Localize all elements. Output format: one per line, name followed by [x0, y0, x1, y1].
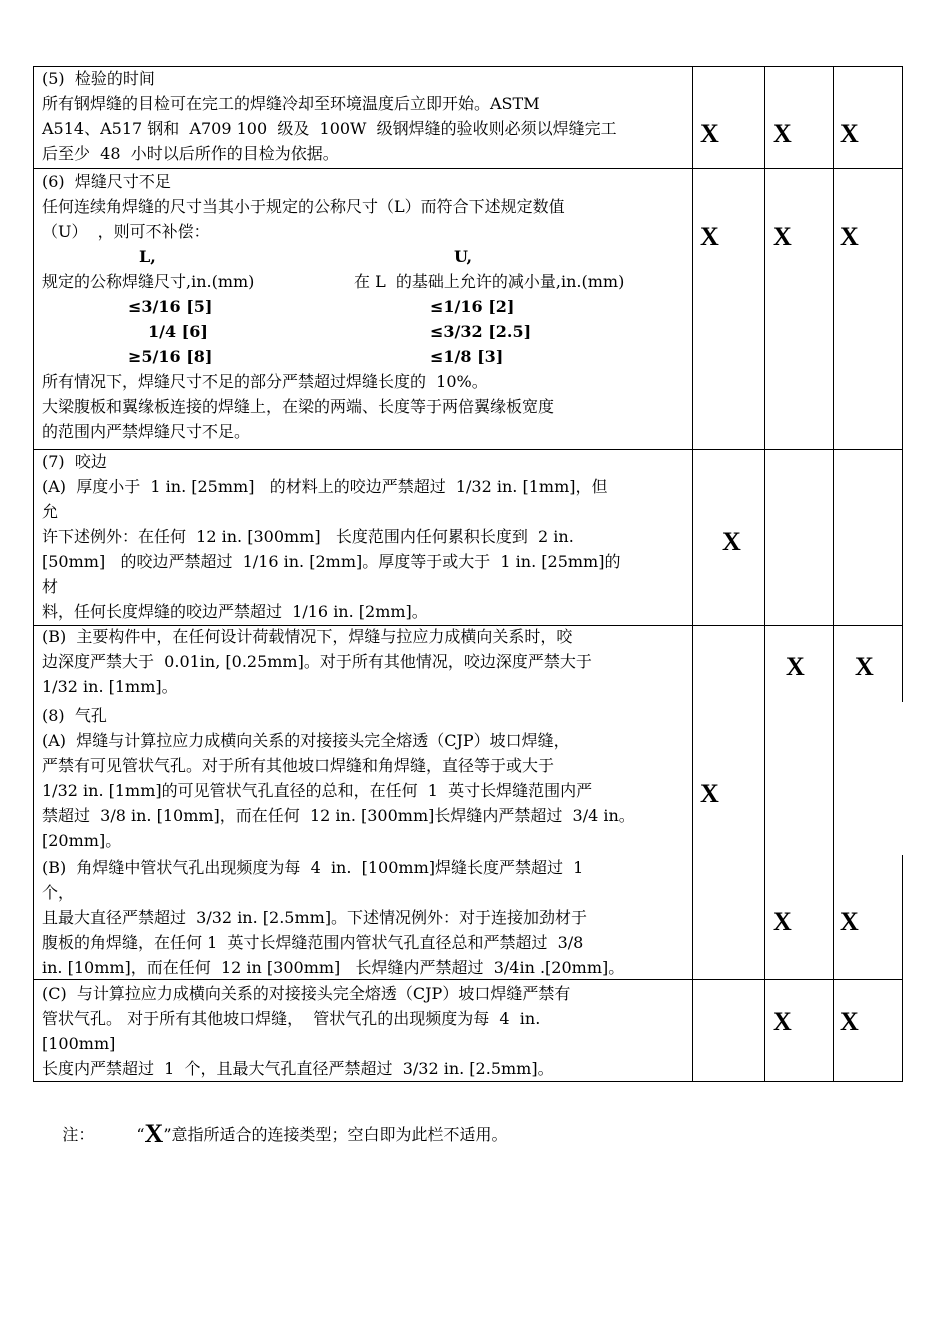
section-heading: (8) 气孔 [42, 706, 107, 725]
applicability-mark: X [773, 907, 792, 936]
paragraph-line: 1/32 in. [1mm]。 [42, 677, 178, 696]
paragraph-line: 且最大直径严禁超过 3/32 in. [2.5mm]。下述情况例外：对于连接加劲材于 [42, 908, 588, 927]
paragraph-line: (C) 与计算拉应力成横向关系的对接接头完全熔透（CJP）坡口焊缝严禁有 [42, 984, 571, 1003]
paragraph-line: 材 [42, 577, 59, 596]
table-border-bottom [33, 1081, 903, 1082]
column-subheader: 规定的公称焊缝尺寸,in.(mm) [42, 272, 255, 291]
paragraph-line: (A) 厚度小于 1 in. [25mm] 的材料上的咬边严禁超过 1/32 in. [1mm]，但 [42, 477, 608, 496]
column-header-u: U, [454, 247, 473, 266]
table-cell: ≤1/16 [2] [430, 297, 515, 316]
footnote-symbol: X [144, 1119, 164, 1148]
applicability-mark: X [773, 222, 792, 251]
table-cell: 1/4 [6] [148, 322, 208, 341]
paragraph-line: (B) 角焊缝中管状气孔出现频度为每 4 in. [100mm]焊缝长度严禁超过 1 [42, 858, 584, 877]
paragraph-line: [100mm] [42, 1034, 116, 1053]
applicability-mark: X [786, 652, 805, 681]
footnote-prefix: 注： [62, 1125, 95, 1144]
paragraph-line: [50mm] 的咬边严禁超过 1/16 in. [2mm]。厚度等于或大于 1 in. [25mm]的 [42, 552, 621, 571]
table-cell: ≤1/8 [3] [430, 347, 504, 366]
table-border-right [902, 66, 903, 702]
paragraph-line: 1/32 in. [1mm]的可见管状气孔直径的总和，在任何 1 英寸长焊缝范围内严 [42, 781, 593, 800]
paragraph-line: A514、A517 钢和 A709 100 级及 100W 级钢焊缝的验收则必须以焊缝完工 [42, 119, 617, 138]
applicability-mark: X [840, 222, 859, 251]
table-border-right [902, 855, 903, 1082]
applicability-mark: X [840, 1007, 859, 1036]
paragraph-line: 的范围内严禁焊缝尺寸不足。 [42, 422, 251, 441]
footnote-text: 意指所适合的连接类型；空白即为此栏不适用。 [171, 1125, 508, 1144]
section-heading: (7) 咬边 [42, 452, 107, 471]
row-divider [33, 449, 903, 450]
paragraph-line: 长度内严禁超过 1 个，且最大气孔直径严禁超过 3/32 in. [2.5mm]。 [42, 1059, 554, 1078]
paragraph-line: 大梁腹板和翼缘板连接的焊缝上，在梁的两端、长度等于两倍翼缘板宽度 [42, 397, 555, 416]
paragraph-line: 所有钢焊缝的目检可在完工的焊缝冷却至环境温度后立即开始。ASTM [42, 94, 540, 113]
paragraph-line: 任何连续角焊缝的尺寸当其小于规定的公称尺寸（L）而符合下述规定数值 [42, 197, 565, 216]
paragraph-line: 管状气孔。 对于所有其他坡口焊缝， 管状气孔的出现频度为每 4 in. [42, 1009, 541, 1028]
paragraph-line: 个， [42, 883, 75, 902]
paragraph-line: (A) 焊缝与计算拉应力成横向关系的对接接头完全熔透（CJP）坡口焊缝， [42, 731, 570, 750]
footnote-close-quote: ” [163, 1125, 172, 1144]
table-cell: ≤3/16 [5] [128, 297, 213, 316]
paragraph-line: [20mm]。 [42, 831, 122, 850]
applicability-mark: X [700, 119, 719, 148]
column-header-l: L, [139, 247, 156, 266]
section-heading: (5) 检验的时间 [42, 69, 155, 88]
column-divider [764, 66, 765, 1082]
applicability-mark: X [840, 907, 859, 936]
paragraph-line: 禁超过 3/8 in. [10mm]，而在任何 12 in. [300mm]长焊缝内严禁超过 3/4 in。 [42, 806, 635, 825]
column-subheader: 在 L 的基础上允许的减小量,in.(mm) [354, 272, 625, 291]
table-cell: ≤3/32 [2.5] [430, 322, 532, 341]
paragraph-line: 料，任何长度焊缝的咬边严禁超过 1/16 in. [2mm]。 [42, 602, 428, 621]
section-heading: (6) 焊缝尺寸不足 [42, 172, 171, 191]
applicability-mark: X [773, 1007, 792, 1036]
applicability-mark: X [840, 119, 859, 148]
paragraph-line: 允 [42, 502, 59, 521]
paragraph-line: in. [10mm]，而在任何 12 in [300mm] 长焊缝内严禁超过 3/4in .[20mm]。 [42, 958, 625, 977]
paragraph-line: (B) 主要构件中，在任何设计荷载情况下，焊缝与拉应力成横向关系时，咬 [42, 627, 573, 646]
paragraph-line: 腹板的角焊缝，在任何 1 英寸长焊缝范围内管状气孔直径总和严禁超过 3/8 [42, 933, 584, 952]
column-divider [833, 66, 834, 1082]
paragraph-line: 后至少 48 小时以后所作的目检为依据。 [42, 144, 339, 163]
paragraph-line: 所有情况下，焊缝尺寸不足的部分严禁超过焊缝长度的 10%。 [42, 372, 488, 391]
table-border-left [33, 66, 34, 1082]
applicability-mark: X [700, 222, 719, 251]
column-divider [692, 66, 693, 1082]
paragraph-line: 边深度严禁大于 0.01in, [0.25mm]。对于所有其他情况，咬边深度严禁大于 [42, 652, 592, 671]
table-cell: ≥5/16 [8] [128, 347, 213, 366]
applicability-mark: X [700, 779, 719, 808]
applicability-mark: X [855, 652, 874, 681]
applicability-mark: X [773, 119, 792, 148]
applicability-mark: X [722, 527, 741, 556]
paragraph-line: 许下述例外：在任何 12 in. [300mm] 长度范围内任何累积长度到 2 in. [42, 527, 574, 546]
footnote [42, 1096, 508, 1172]
paragraph-line: （U） ，则可不补偿： [42, 222, 210, 241]
footnote-open-quote: “ [136, 1125, 145, 1144]
table-border-top [33, 66, 903, 67]
paragraph-line: 严禁有可见管状气孔。对于所有其他坡口焊缝和角焊缝，直径等于或大于 [42, 756, 555, 775]
